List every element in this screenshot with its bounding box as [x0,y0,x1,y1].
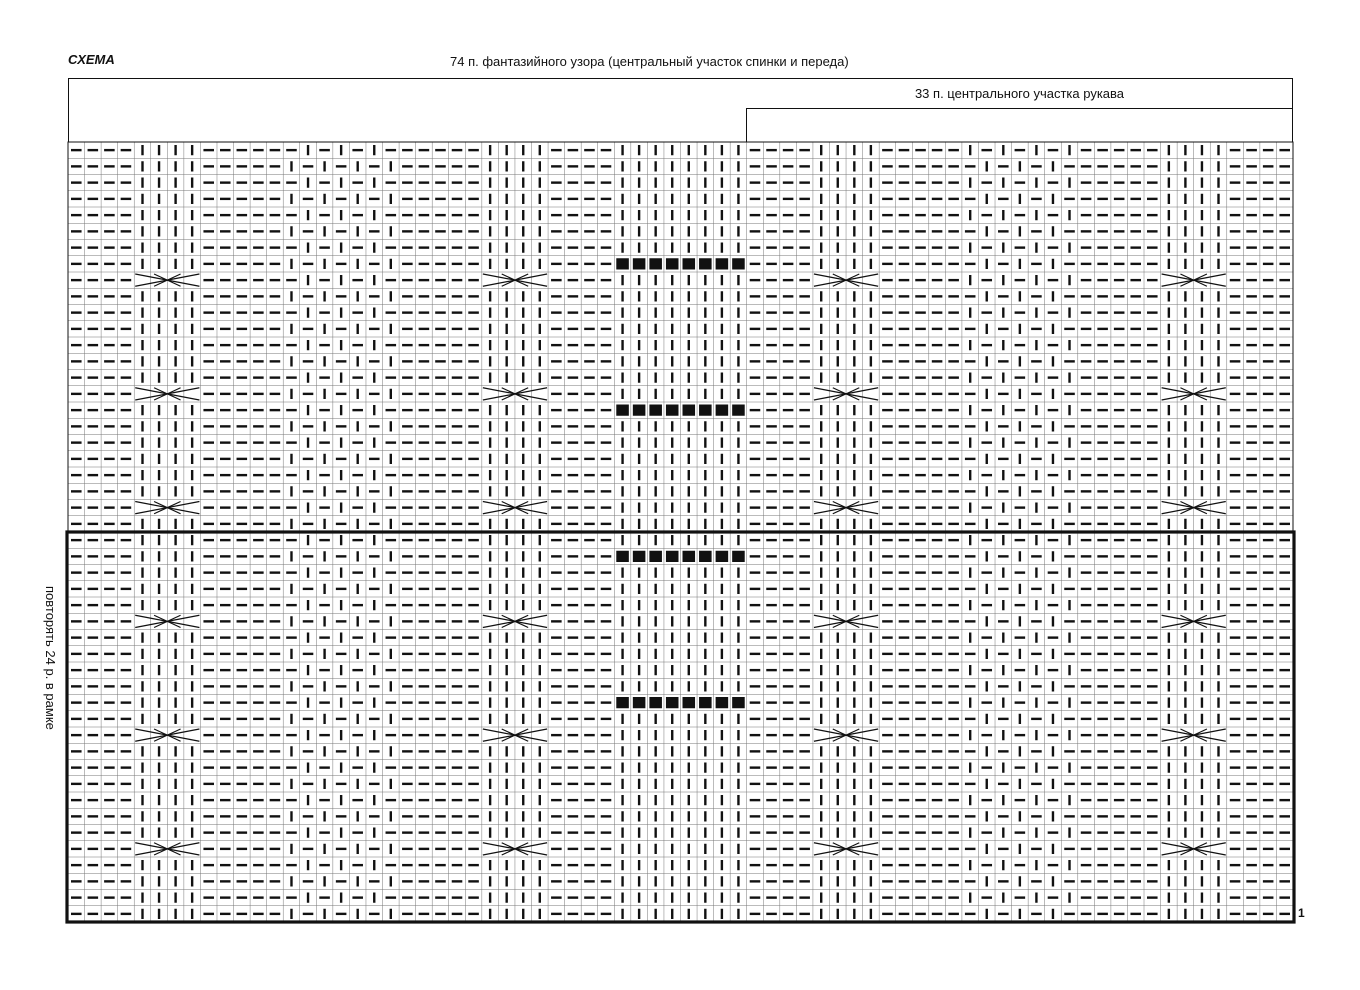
bobble-symbol [716,551,729,562]
bobble-symbol [666,258,679,269]
bobble-symbol [699,258,712,269]
sleeve-label: 33 п. центрального участка рукава [914,86,1125,101]
repeat-label: повторять 24 р. в рамке [43,586,58,730]
bobble-symbol [683,551,696,562]
chart-title-schema: СХЕМА [68,52,115,67]
bobble-symbol [649,405,662,416]
bobble-symbol [649,697,662,708]
bobble-symbol [616,551,629,562]
bobble-symbol [732,697,745,708]
chart-title: 74 п. фантазийного узора (центральный участок спинки и переда) [450,54,849,69]
bobble-symbol [616,405,629,416]
bobble-symbol [699,551,712,562]
bobble-symbol [616,258,629,269]
bobble-symbol [633,405,646,416]
bobble-symbol [732,258,745,269]
bobble-symbol [683,697,696,708]
bobble-symbol [732,405,745,416]
bobble-symbol [633,551,646,562]
bobble-symbol [716,405,729,416]
bobble-symbol [716,258,729,269]
bobble-symbol [666,551,679,562]
bobble-symbol [666,405,679,416]
bobble-symbol [666,697,679,708]
bobble-symbol [683,405,696,416]
bobble-symbol [649,258,662,269]
bobble-symbol [633,697,646,708]
bobble-symbol [683,258,696,269]
bobble-symbol [699,697,712,708]
bobble-symbol [616,697,629,708]
bobble-symbol [699,405,712,416]
row-number-label: 1 [1298,906,1305,920]
bobble-symbol [649,551,662,562]
bobble-symbol [732,551,745,562]
bobble-symbol [716,697,729,708]
bobble-symbol [633,258,646,269]
